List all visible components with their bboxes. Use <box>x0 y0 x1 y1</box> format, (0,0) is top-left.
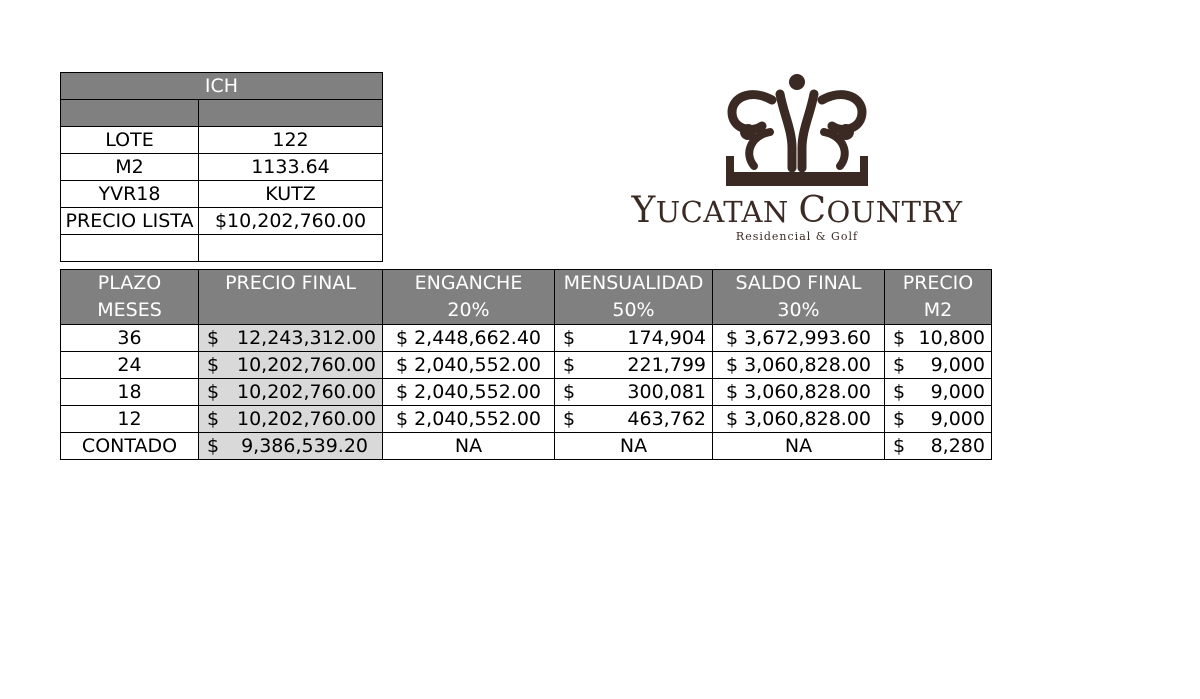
cell-saldo-final: $ 3,060,828.00 <box>713 379 885 406</box>
table-row <box>61 325 992 352</box>
info-title: ICH <box>61 73 383 100</box>
cell-saldo-final: NA <box>713 433 885 460</box>
header-plazo: PLAZO MESES <box>61 270 199 325</box>
info-value: KUTZ <box>199 181 383 208</box>
info-label: PRECIO LISTA <box>61 208 199 235</box>
cell-precio-final: $ 9,386,539.20 <box>199 433 383 460</box>
lot-info-table <box>60 72 383 262</box>
info-label: LOTE <box>61 127 199 154</box>
cell-precio-final: $ 10,202,760.00 <box>199 379 383 406</box>
info-title-row <box>61 73 383 100</box>
info-row-lote <box>61 127 383 154</box>
cell-saldo-final: $ 3,672,993.60 <box>713 325 885 352</box>
table-row-contado <box>61 433 992 460</box>
header-precio-m2: PRECIO M2 <box>885 270 992 325</box>
info-row-precio-lista <box>61 208 383 235</box>
cell-mensualidad: NA <box>555 433 713 460</box>
cell-plazo: CONTADO <box>61 433 199 460</box>
cell-enganche: $ 2,040,552.00 <box>383 406 555 433</box>
cell-precio-m2: $ 10,800 <box>885 325 992 352</box>
header-enganche: ENGANCHE 20% <box>383 270 555 325</box>
info-row-m2 <box>61 154 383 181</box>
info-blank-row <box>61 100 383 127</box>
cell-plazo: 36 <box>61 325 199 352</box>
cell-enganche: $ 2,448,662.40 <box>383 325 555 352</box>
cell-enganche: NA <box>383 433 555 460</box>
cell-mensualidad: $ 174,904 <box>555 325 713 352</box>
info-value: 1133.64 <box>199 154 383 181</box>
cell-plazo: 12 <box>61 406 199 433</box>
cell-plazo: 24 <box>61 352 199 379</box>
cell-enganche: $ 2,040,552.00 <box>383 379 555 406</box>
cell-mensualidad: $ 221,799 <box>555 352 713 379</box>
cell-mensualidad: $ 463,762 <box>555 406 713 433</box>
table-row <box>61 379 992 406</box>
header-mensualidad: MENSUALIDAD 50% <box>555 270 713 325</box>
info-row-yvr18 <box>61 181 383 208</box>
header-row <box>61 270 992 325</box>
header-saldo-final: SALDO FINAL 30% <box>713 270 885 325</box>
cell-saldo-final: $ 3,060,828.00 <box>713 406 885 433</box>
cell-precio-final: $ 12,243,312.00 <box>199 325 383 352</box>
cell-precio-final: $ 10,202,760.00 <box>199 352 383 379</box>
brand-name: YUCATAN COUNTRY <box>631 190 963 231</box>
cell-precio-m2: $ 9,000 <box>885 406 992 433</box>
info-value: 122 <box>199 127 383 154</box>
cell-precio-m2: $ 8,280 <box>885 433 992 460</box>
info-empty-row <box>61 235 383 262</box>
cell-plazo: 18 <box>61 379 199 406</box>
cell-saldo-final: $ 3,060,828.00 <box>713 352 885 379</box>
brand-tagline: Residencial & Golf <box>735 230 859 243</box>
cell-mensualidad: $ 300,081 <box>555 379 713 406</box>
info-label: M2 <box>61 154 199 181</box>
table-row <box>61 406 992 433</box>
header-precio-final: PRECIO FINAL <box>199 270 383 325</box>
payment-plan-table <box>60 269 992 460</box>
cell-precio-m2: $ 9,000 <box>885 352 992 379</box>
cell-enganche: $ 2,040,552.00 <box>383 352 555 379</box>
cell-precio-final: $ 10,202,760.00 <box>199 406 383 433</box>
info-label: YVR18 <box>61 181 199 208</box>
cell-precio-m2: $ 9,000 <box>885 379 992 406</box>
table-row <box>61 352 992 379</box>
info-value: $10,202,760.00 <box>199 208 383 235</box>
